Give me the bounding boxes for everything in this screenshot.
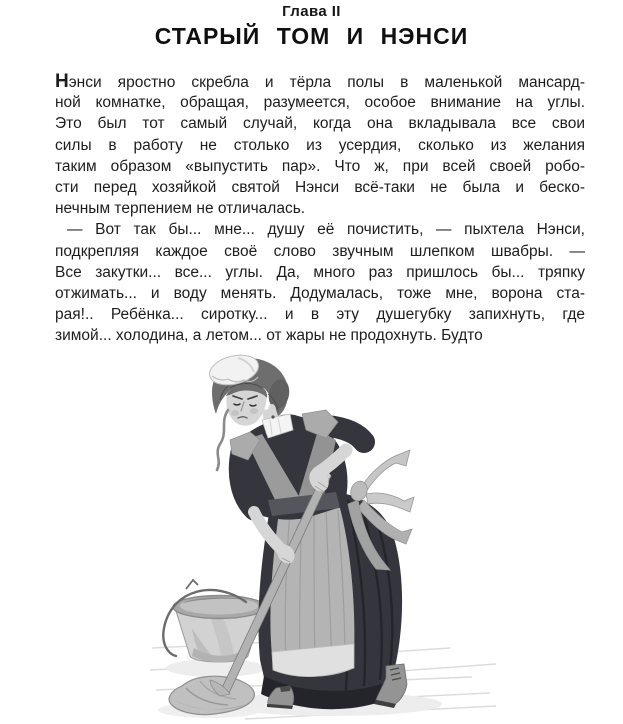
drop-cap: Н [55, 71, 69, 92]
bow-loop-upper [362, 450, 410, 492]
illustration-woman-mopping [150, 348, 502, 724]
text-line: ной комнатке, обращая, разумеется, особое внимание на углы. [55, 94, 585, 112]
body-text [55, 71, 585, 346]
bucket-handle-hook [186, 580, 198, 589]
torso [230, 410, 364, 520]
text-line [55, 71, 585, 92]
text-line-content: энси яростно скребла и тёрла полы в маленькой мансард- [68, 74, 585, 91]
text-line: отжимать... и воду менять. Додумалась, тоже мне, ворона ста- [55, 284, 585, 302]
loose-curl [217, 410, 228, 470]
text-line: — Вот так бы... мне... душу её почистить, — пыхтела Нэнси, [67, 221, 585, 239]
cheek-blush-left [231, 410, 239, 416]
cheek-blush-right [250, 408, 258, 414]
page-title: СТАРЫЙ ТОМ И НЭНСИ [154, 23, 469, 49]
earring [271, 415, 274, 418]
bucket [163, 580, 265, 662]
text-line: Это был тот самый случай, когда она вкладывала все свои [55, 115, 585, 133]
text-line: таким образом «выпустить пар». Что ж, при всей своей робо- [55, 157, 585, 175]
chapter-label: Глава II [282, 3, 341, 20]
text-line: Все закутки... все... углы. Да, много раз пришлось бы... тряпку [55, 263, 585, 281]
illustration-svg [150, 348, 502, 724]
text-line: зимой... холодина, а летом... от жары не продохнуть. Будто [55, 327, 483, 345]
text-line: рая!.. Ребёнка... сиротку... и в эту душегубку запихнуть, где [55, 306, 585, 324]
text-line: сти перед хозяйкой святой Нэнси всё-таки не была и беско- [55, 178, 585, 196]
ear [268, 404, 276, 416]
text-line: силы в работу не столько из усердия, сколько из желания [55, 136, 585, 154]
text-line: подкрепляя каждое своё слово звучным шлепком швабры. — [55, 242, 585, 260]
apron [270, 498, 354, 676]
text-line: нечным терпением не отличалась. [55, 200, 306, 218]
